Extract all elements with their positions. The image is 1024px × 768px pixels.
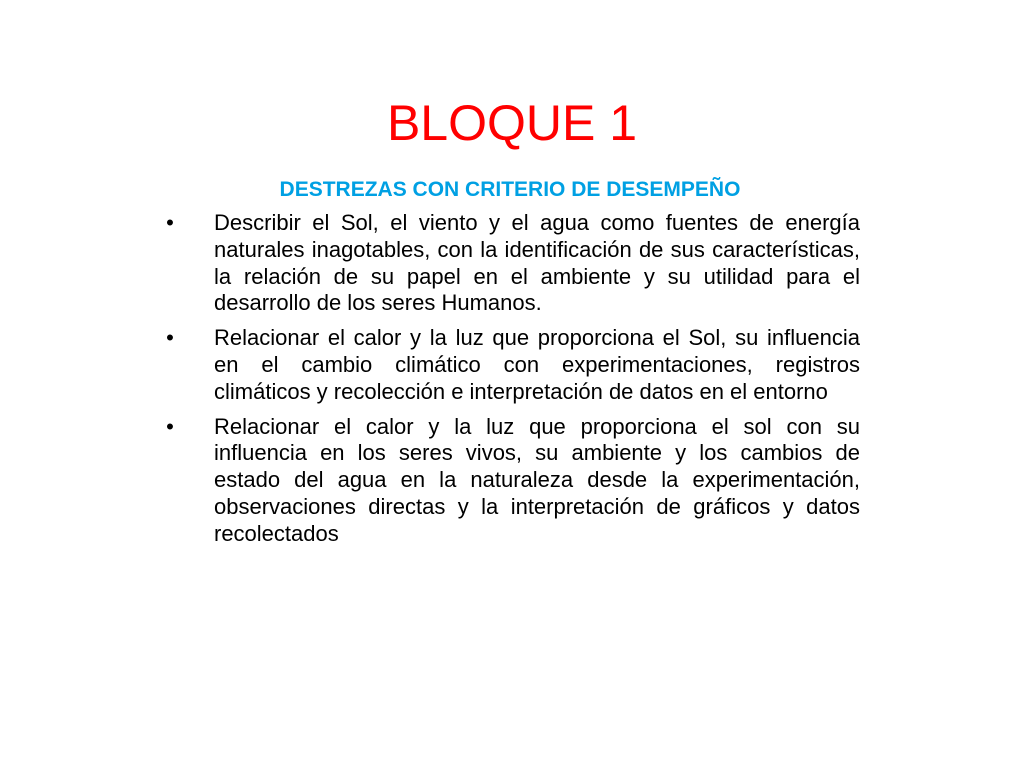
bullet-dot-icon: • (166, 210, 174, 235)
bullet-item (160, 325, 860, 405)
bullet-dot-icon: • (166, 413, 174, 439)
bullet-item (160, 210, 860, 317)
slide-subtitle: DESTREZAS CON CRITERIO DE DESEMPEÑO (279, 178, 741, 201)
slide-title: BLOQUE 1 (386, 95, 638, 151)
bullet-text: Relacionar el calor y la luz que proporciona el Sol, su influencia en el cambio climático con experimentaciones, registros climáticos y recolección e interpretación de datos en el entorno (214, 325, 860, 404)
bullet-dot-icon: • (166, 325, 174, 351)
bullet-item (160, 414, 860, 548)
bullet-text: Describir el Sol, el viento y el agua como fuentes de energía naturales inagotables, con la identificación de sus características, la relación de su papel en el ambiente y su utilidad para el desarrollo de los seres Humanos. (214, 210, 860, 316)
bullet-text: Relacionar el calor y la luz que proporciona el sol con su influencia en los seres vivos, su ambiente y los cambios de estado del agua en la naturaleza desde la experimentación, observaciones directas y la interpretación de gráficos y datos recolectados (214, 413, 860, 546)
bullet-list (160, 210, 860, 556)
